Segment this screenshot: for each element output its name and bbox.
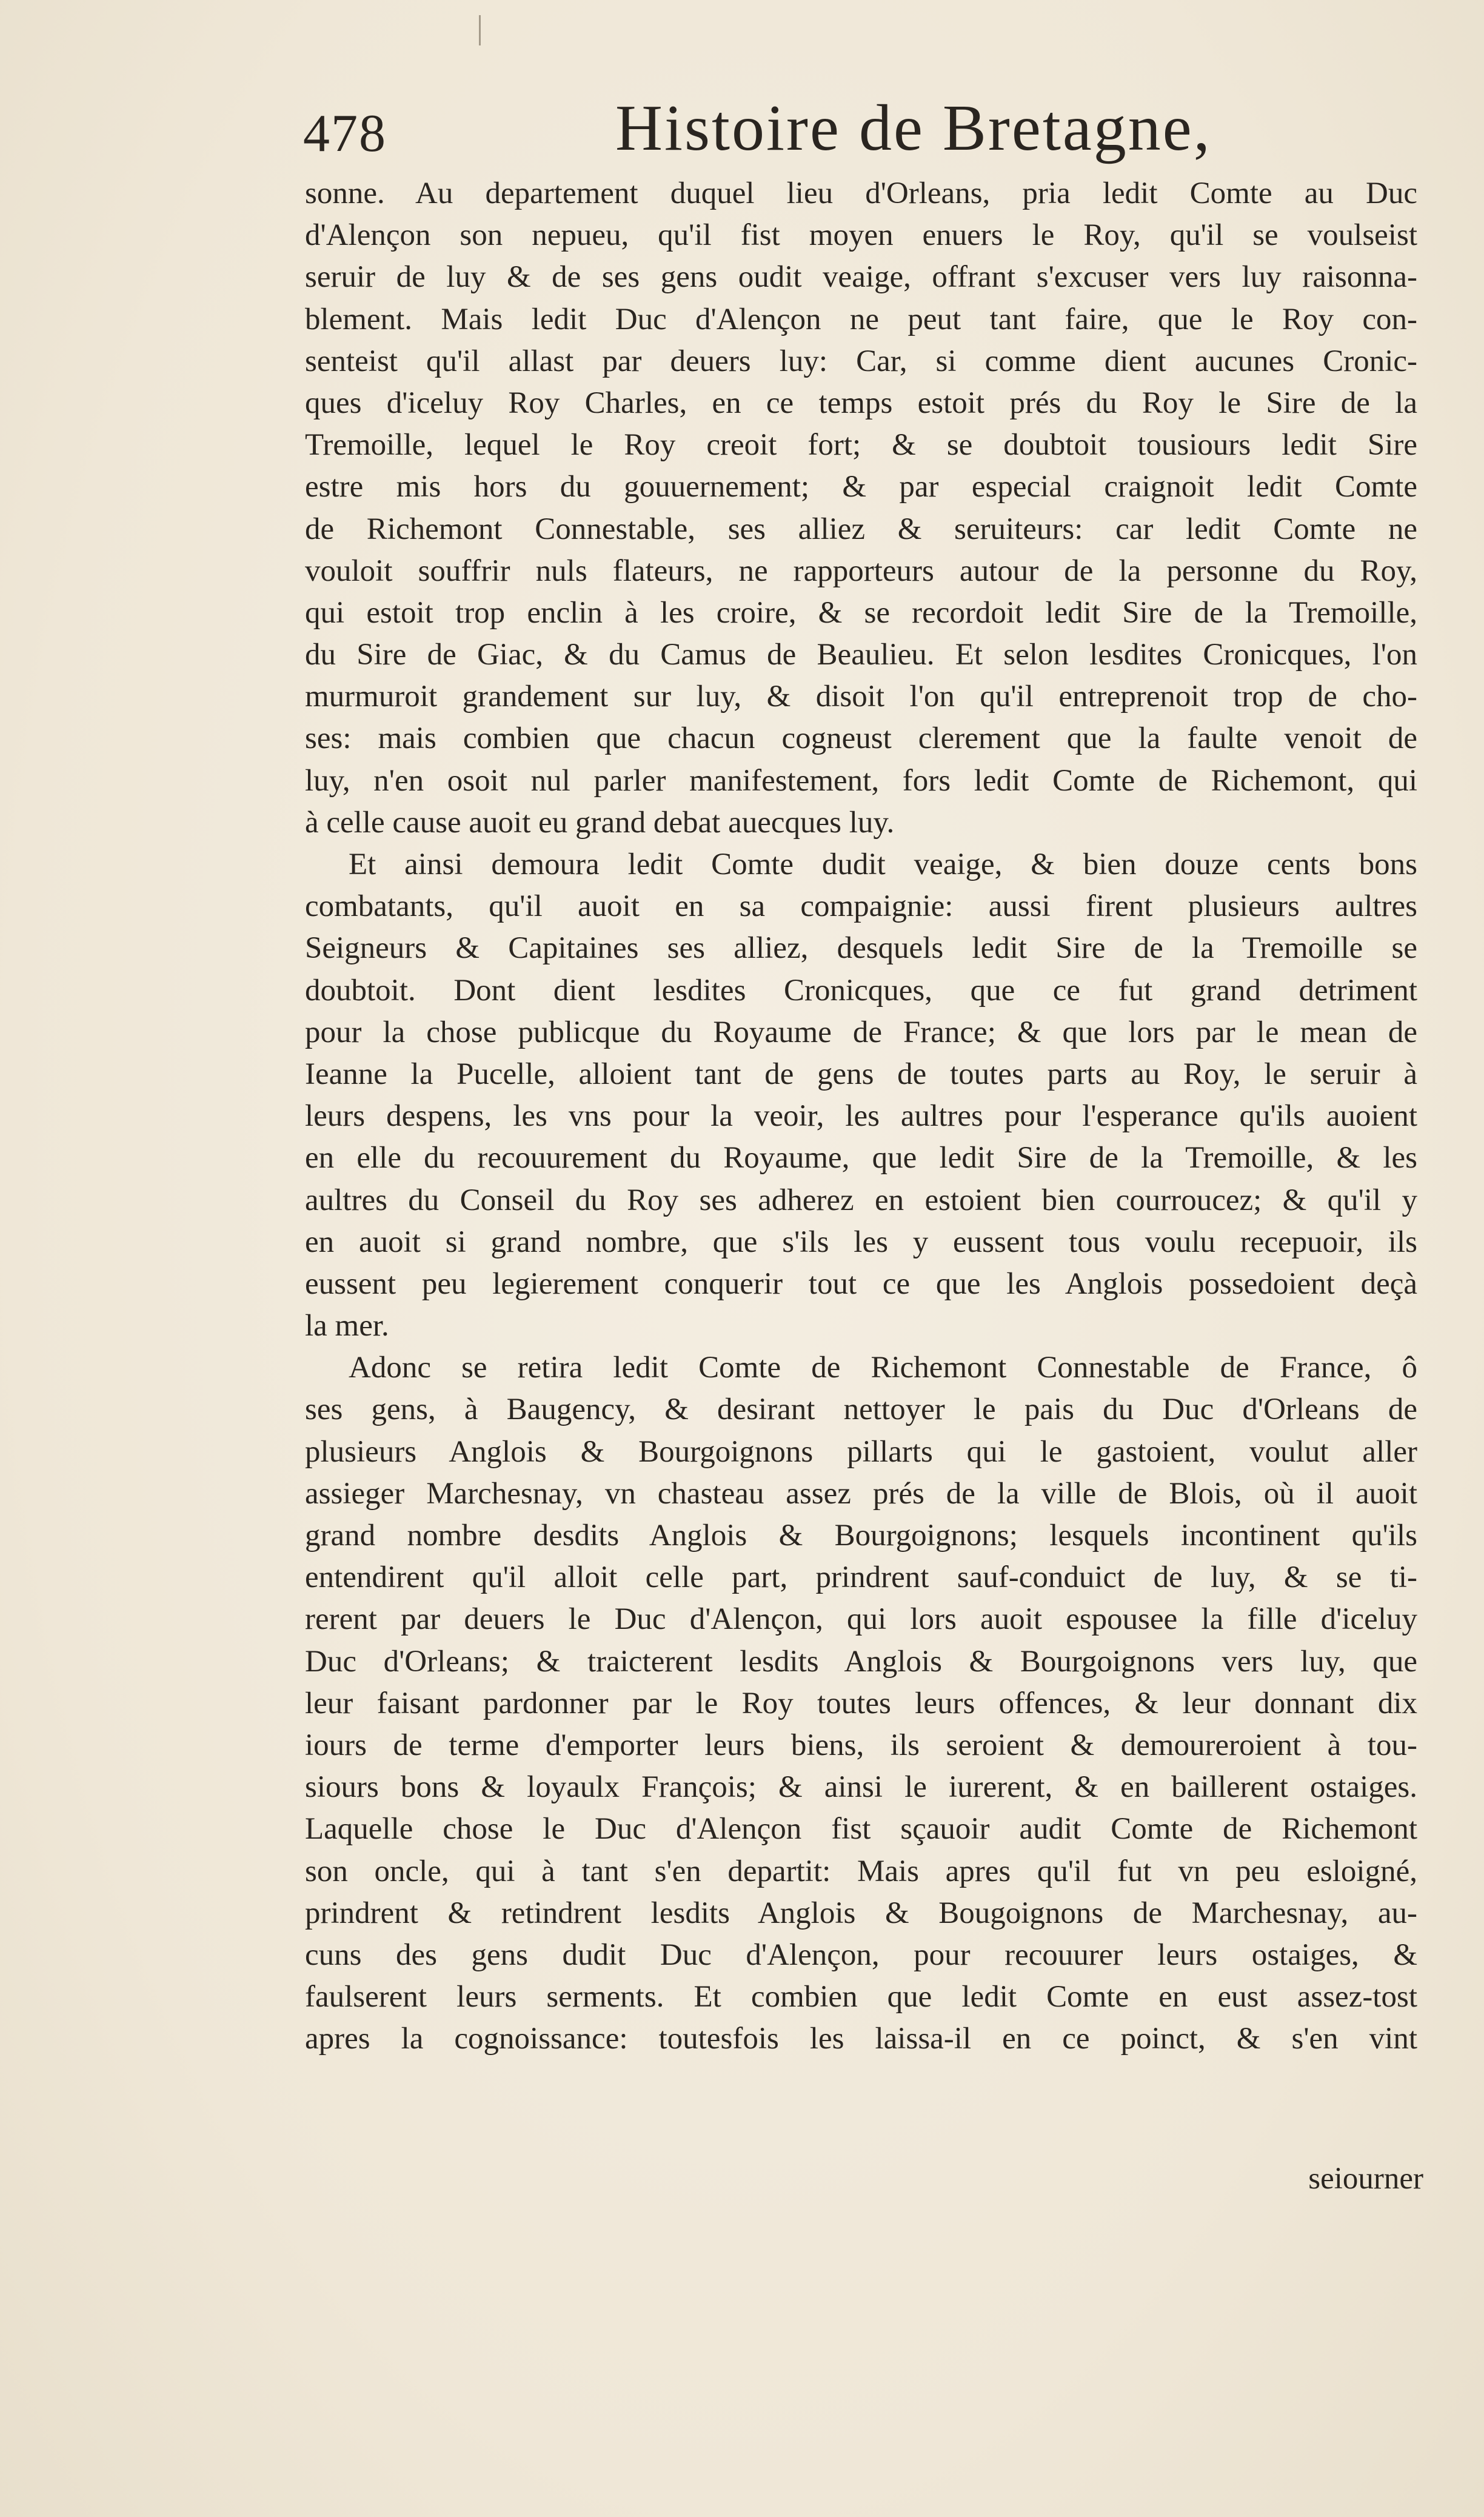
- page-header: [303, 91, 1431, 176]
- text-line: plusieurs Anglois & Bourgoignons pillarts qui le gastoient, voulut aller: [305, 1434, 1417, 1469]
- text-line: de Richemont Connestable, ses alliez & seruiteurs: car ledit Comte ne: [305, 512, 1417, 546]
- catchword: seiourner: [1308, 2162, 1423, 2196]
- text-line: luy, n'en osoit nul parler manifestement, fors ledit Comte de Richemont, qui: [305, 763, 1417, 798]
- text-line: d'Alençon son nepueu, qu'il fist moyen enuers le Roy, qu'il se voulseist: [305, 218, 1417, 253]
- text-line: murmuroit grandement sur luy, & disoit l'on qu'il entreprenoit trop de cho-: [305, 680, 1417, 714]
- paragraph-start-line: Et ainsi demoura ledit Comte dudit veaige, & bien douze cents bons: [349, 847, 1417, 881]
- text-line: Duc d'Orleans; & traicterent lesdits Anglois & Bourgoignons vers luy, que: [305, 1644, 1417, 1679]
- text-line: estre mis hors du gouuernement; & par especial craignoit ledit Comte: [305, 470, 1417, 504]
- text-line: sonne. Au departement duquel lieu d'Orleans, pria ledit Comte au Duc: [305, 176, 1417, 210]
- text-line: la mer.: [305, 1309, 389, 1343]
- text-line: en auoit si grand nombre, que s'ils les y eussent tous voulu recepuoir, ils: [305, 1225, 1417, 1259]
- text-line: grand nombre desdits Anglois & Bourgoignons; lesquels incontinent qu'ils: [305, 1519, 1417, 1553]
- text-line: assieger Marchesnay, vn chasteau assez prés de la ville de Blois, où il auoit: [305, 1476, 1417, 1511]
- text-line: siours bons & loyaulx François; & ainsi le iurerent, & en baillerent ostaiges.: [305, 1770, 1417, 1805]
- text-line: entendirent qu'il alloit celle part, prindrent sauf-conduict de luy, & se ti-: [305, 1560, 1417, 1595]
- text-line: vouloit souffrir nuls flateurs, ne rapporteurs autour de la personne du Roy,: [305, 553, 1417, 588]
- text-line: rerent par deuers le Duc d'Alençon, qui lors auoit espousee la fille d'iceluy: [305, 1602, 1417, 1637]
- text-line: à celle cause auoit eu grand debat auecques luy.: [305, 805, 895, 840]
- text-line: seruir de luy & de ses gens oudit veaige, offrant s'excuser vers luy raisonna-: [305, 260, 1417, 295]
- text-line: faulserent leurs serments. Et combien que ledit Comte en eust assez-tost: [305, 1980, 1417, 2014]
- text-line: leur faisant pardonner par le Roy toutes leurs offences, & leur donnant dix: [305, 1686, 1417, 1720]
- text-line: qui estoit trop enclin à les croire, & se recordoit ledit Sire de la Tremoille,: [305, 595, 1417, 630]
- page-mark: [479, 15, 481, 45]
- running-title: Histoire de Bretagne,: [615, 92, 1212, 164]
- text-line: ses: mais combien que chacun cogneust clerement que la faulte venoit de: [305, 721, 1417, 756]
- text-line: son oncle, qui à tant s'en departit: Mais apres qu'il fut vn peu esloigné,: [305, 1854, 1417, 1888]
- text-line: blement. Mais ledit Duc d'Alençon ne peut tant faire, que le Roy con-: [305, 302, 1417, 336]
- text-line: iours de terme d'emporter leurs biens, ils seroient & demoureroient à tou-: [305, 1728, 1417, 1762]
- text-line: ques d'iceluy Roy Charles, en ce temps estoit prés du Roy le Sire de la: [305, 386, 1417, 420]
- text-line: prindrent & retindrent lesdits Anglois & Bougoignons de Marchesnay, au-: [305, 1896, 1417, 1930]
- text-line: Ieanne la Pucelle, alloient tant de gens de toutes parts au Roy, le seruir à: [305, 1057, 1417, 1091]
- text-line: aultres du Conseil du Roy ses adherez en estoient bien courroucez; & qu'il y: [305, 1183, 1417, 1217]
- page-number: 478: [303, 104, 387, 163]
- text-line: apres la cognoissance: toutesfois les laissa-il en ce poinct, & s'en vint: [305, 2022, 1417, 2056]
- text-line: leurs despens, les vns pour la veoir, les aultres pour l'esperance qu'ils auoient: [305, 1099, 1417, 1134]
- text-line: cuns des gens dudit Duc d'Alençon, pour recouurer leurs ostaiges, &: [305, 1937, 1417, 1972]
- text-line: eussent peu legierement conquerir tout ce que les Anglois possedoient deçà: [305, 1266, 1417, 1301]
- paragraph-start-line: Adonc se retira ledit Comte de Richemont Connestable de France, ô: [349, 1351, 1417, 1385]
- text-line: senteist qu'il allast par deuers luy: Car, si comme dient aucunes Cronic-: [305, 344, 1417, 378]
- text-line: en elle du recouurement du Royaume, que ledit Sire de la Tremoille, & les: [305, 1141, 1417, 1175]
- text-line: Laquelle chose le Duc d'Alençon fist sçauoir audit Comte de Richemont: [305, 1812, 1417, 1847]
- text-line: du Sire de Giac, & du Camus de Beaulieu. Et selon lesdites Cronicques, l'on: [305, 638, 1417, 672]
- text-line: Tremoille, lequel le Roy creoit fort; & se doubtoit tousiours ledit Sire: [305, 428, 1417, 463]
- text-line: doubtoit. Dont dient lesdites Cronicques, que ce fut grand detriment: [305, 973, 1417, 1008]
- body-text: [305, 173, 1417, 2060]
- text-line: pour la chose publicque du Royaume de France; & que lors par le mean de: [305, 1015, 1417, 1049]
- text-line: Seigneurs & Capitaines ses alliez, desquels ledit Sire de la Tremoille se: [305, 931, 1417, 966]
- text-line: ses gens, à Baugency, & desirant nettoyer le pais du Duc d'Orleans de: [305, 1392, 1417, 1427]
- text-line: combatants, qu'il auoit en sa compaignie: aussi firent plusieurs aultres: [305, 889, 1417, 924]
